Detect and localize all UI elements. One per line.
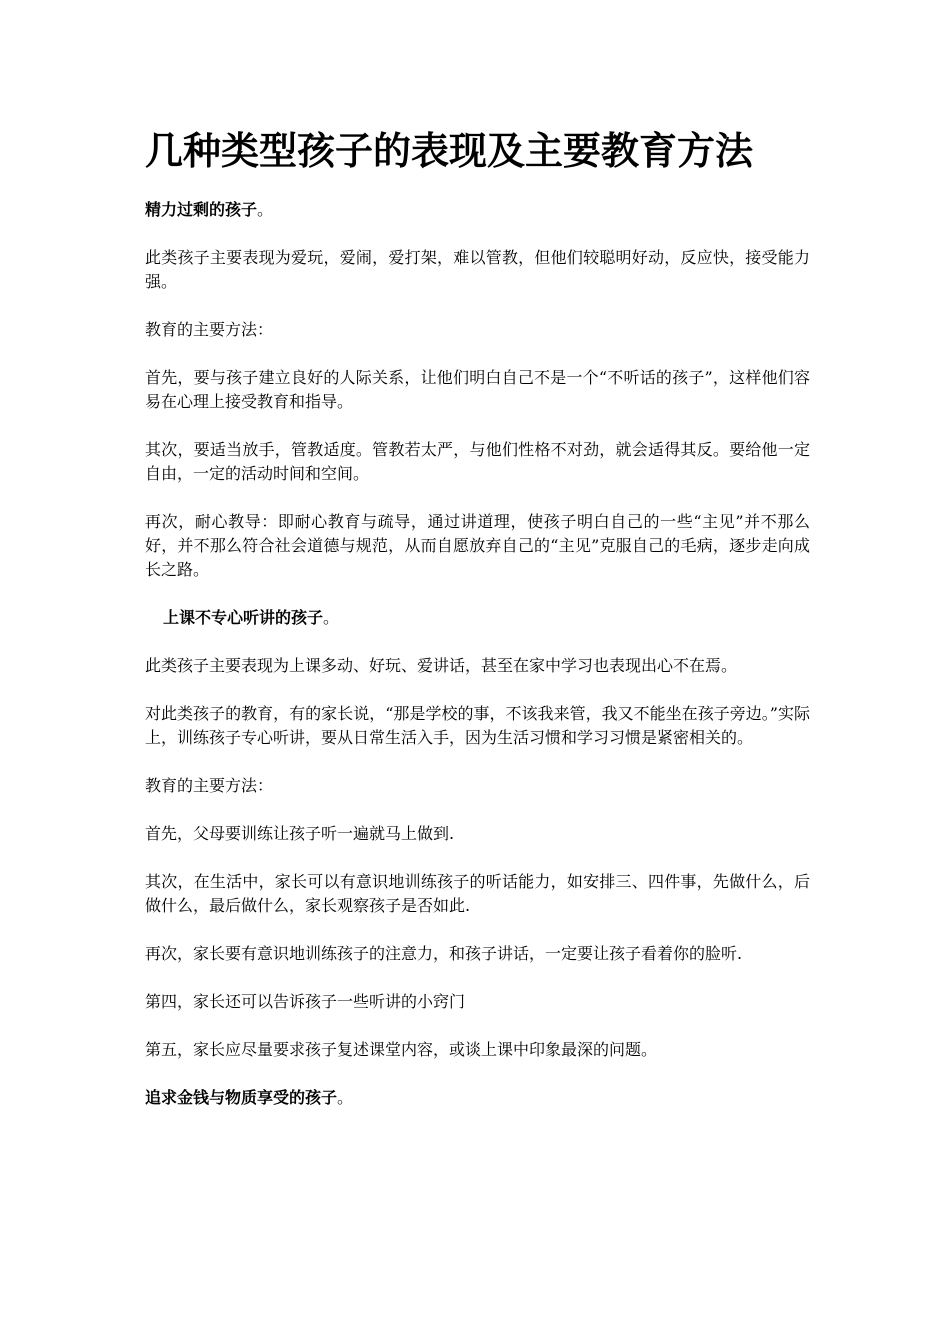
paragraph: 首先，父母要训练让孩子听一遍就马上做到.: [145, 824, 455, 843]
section-heading-materialistic-children: [145, 1086, 810, 1110]
paragraph: 教育的主要方法：: [145, 776, 274, 795]
section-heading-punct: 。: [323, 608, 340, 627]
paragraph: 此类孩子主要表现为上课多动、好玩、爱讲话，甚至在家中学习也表现出心不在焉。: [145, 656, 738, 675]
section-heading-text: 上课不专心听讲的孩子: [163, 608, 324, 627]
paragraph: 第四，家长还可以告诉孩子一些听讲的小窍门: [145, 992, 466, 1011]
section-heading-energetic-children: [145, 198, 810, 222]
paragraph: 再次，耐心教导：即耐心教育与疏导，通过讲道理，使孩子明白自己的一些“主见”并不那么好，并不那么符合社会道德与规范，从而自愿放弃自己的“主见”克服自己的毛病，逐步走向成长之路。: [145, 512, 810, 579]
section-heading-text: 追求金钱与物质享受的孩子: [145, 1088, 338, 1107]
paragraph: 其次，在生活中，家长可以有意识地训练孩子的听话能力，如安排三、四件事，先做什么，后做什么，最后做什么，家长观察孩子是否如此.: [145, 872, 810, 915]
document-title: 几种类型孩子的表现及主要教育方法: [145, 128, 754, 173]
paragraph: 第五，家长应尽量要求孩子复述课堂内容，或谈上课中印象最深的问题。: [145, 1040, 658, 1059]
section-heading-text: 精力过剩的孩子: [145, 200, 258, 219]
section-heading-punct: 。: [337, 1088, 354, 1107]
paragraph: 首先，要与孩子建立良好的人际关系，让他们明白自己不是一个“不听话的孩子”，这样他们容易在心理上接受教育和指导。: [145, 368, 810, 411]
paragraph: 教育的主要方法：: [145, 320, 274, 339]
section-heading-punct: 。: [257, 200, 274, 219]
section-heading-inattentive-children: [145, 606, 810, 630]
paragraph: 其次，要适当放手，管教适度。管教若太严，与他们性格不对劲，就会适得其反。要给他一定自由，一定的活动时间和空间。: [145, 440, 810, 483]
paragraph: 对此类孩子的教育，有的家长说，“那是学校的事，不该我来管，我又不能坐在孩子旁边。”实际上，训练孩子专心听讲，要从日常生活入手，因为生活习惯和学习习惯是紧密相关的。: [145, 704, 810, 747]
paragraph: 此类孩子主要表现为爱玩，爱闹，爱打架，难以管教，但他们较聪明好动，反应快，接受能力强。: [145, 248, 810, 291]
paragraph: 再次，家长要有意识地训练孩子的注意力，和孩子讲话，一定要让孩子看着你的脸听.: [145, 944, 743, 963]
document-body: [145, 126, 810, 1134]
